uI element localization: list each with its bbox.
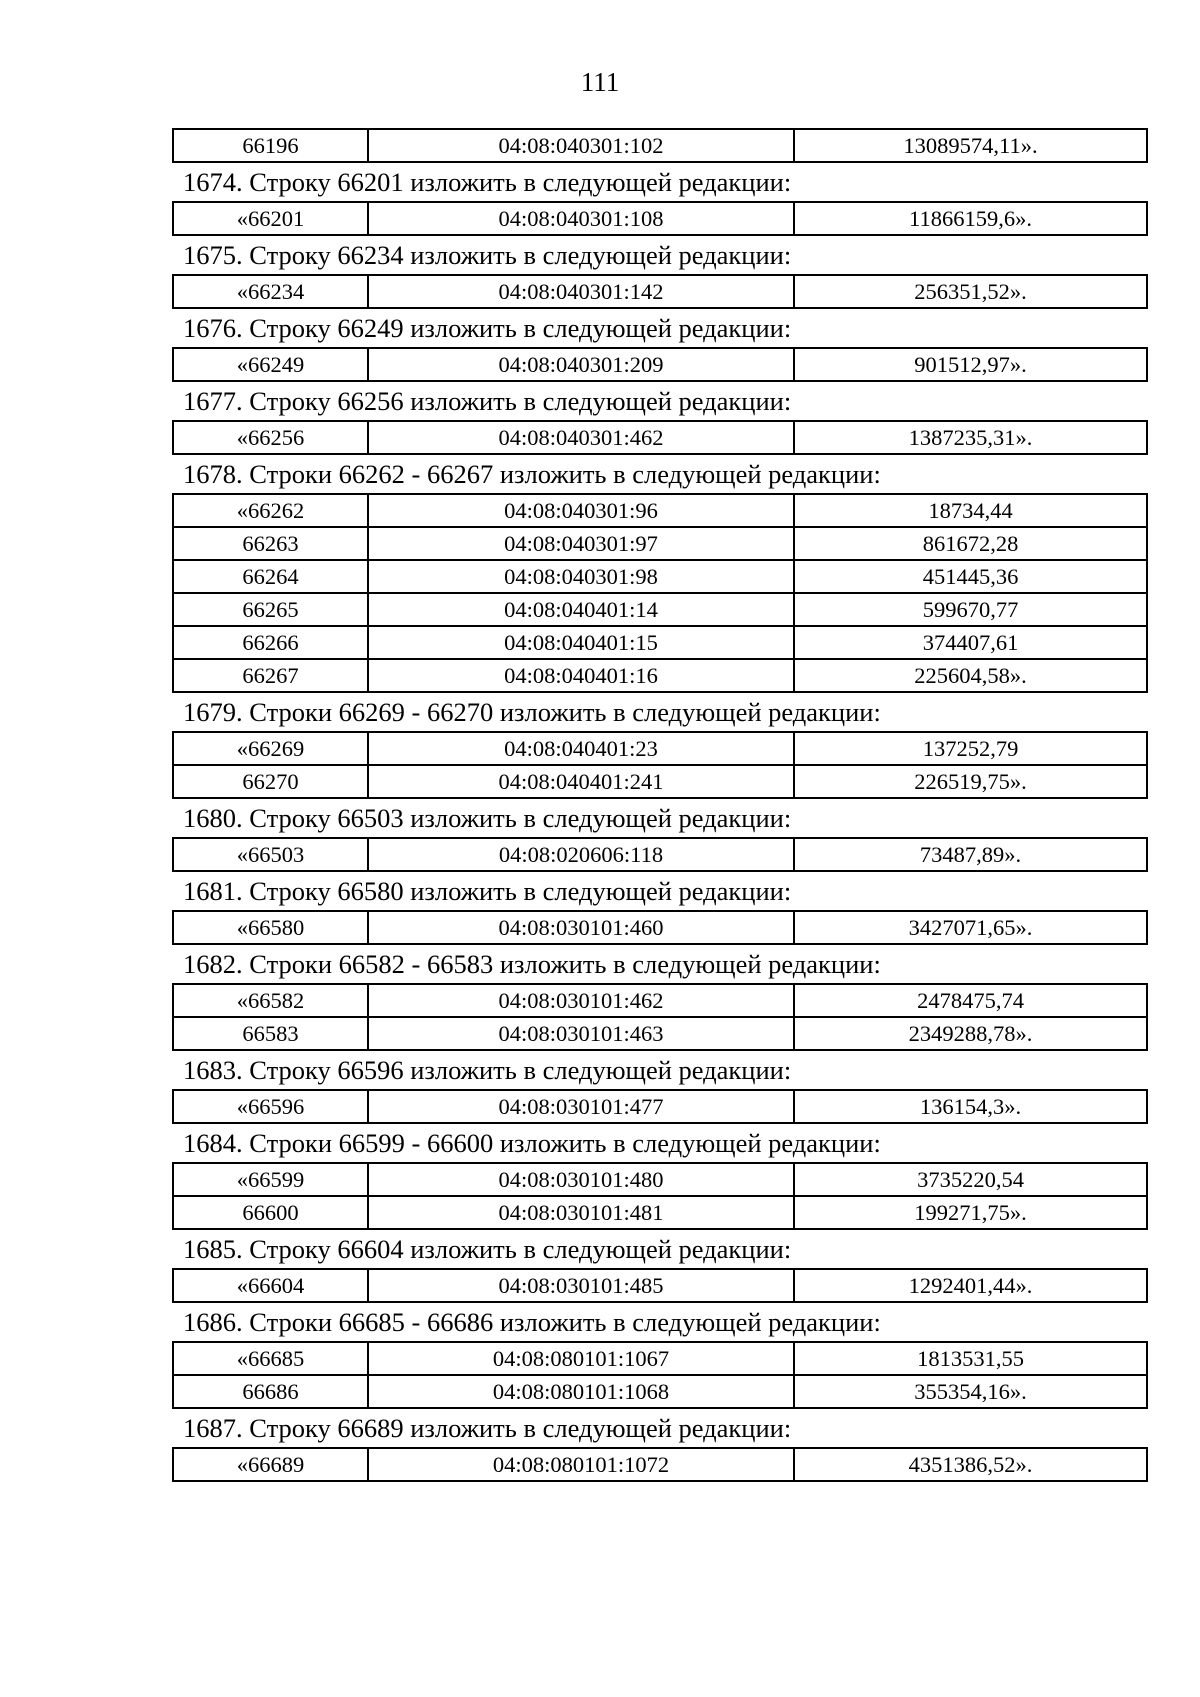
cadastral-number-cell: 04:08:080101:1067 (368, 1342, 794, 1375)
row-number-cell: 66196 (173, 129, 368, 162)
page-number: 111 (580, 67, 620, 97)
cadastral-number-cell: 04:08:040401:23 (368, 732, 794, 765)
value-cell: 3427071,65». (794, 911, 1147, 944)
row-number-cell: 66267 (173, 659, 368, 692)
cadastral-number-cell: 04:08:040401:16 (368, 659, 794, 692)
amendment-table (172, 347, 1148, 382)
amendment-table (172, 493, 1148, 693)
cadastral-number-cell: 04:08:040301:108 (368, 202, 794, 235)
table-row (173, 593, 1147, 626)
table-row (173, 1017, 1147, 1050)
cadastral-number-cell: 04:08:030101:460 (368, 911, 794, 944)
value-cell: 73487,89». (794, 838, 1147, 871)
value-cell: 1813531,55 (794, 1342, 1147, 1375)
amendment-heading: 1687. Строку 66689 изложить в следующей редакции: (183, 1413, 792, 1443)
cadastral-number-cell: 04:08:030101:477 (368, 1090, 794, 1123)
table-row (173, 494, 1147, 527)
amendment-heading: 1683. Строку 66596 изложить в следующей редакции: (183, 1055, 792, 1085)
value-cell: 3735220,54 (794, 1163, 1147, 1196)
value-cell: 13089574,11». (794, 129, 1147, 162)
value-cell: 1292401,44». (794, 1269, 1147, 1302)
value-cell: 18734,44 (794, 494, 1147, 527)
value-cell: 355354,16». (794, 1375, 1147, 1408)
cadastral-number-cell: 04:08:020606:118 (368, 838, 794, 871)
row-number-cell: 66266 (173, 626, 368, 659)
amendment-heading: 1675. Строку 66234 изложить в следующей редакции: (183, 240, 792, 270)
row-number-cell: 66583 (173, 1017, 368, 1050)
cadastral-number-cell: 04:08:080101:1068 (368, 1375, 794, 1408)
amendment-table (172, 1162, 1148, 1230)
amendment-table (172, 1268, 1148, 1303)
value-cell: 256351,52». (794, 275, 1147, 308)
amendment-section (172, 1124, 1146, 1230)
amendment-section (172, 1051, 1146, 1124)
table-row (173, 765, 1147, 798)
cadastral-number-cell: 04:08:040301:142 (368, 275, 794, 308)
row-number-cell: 66600 (173, 1196, 368, 1229)
amendment-section (172, 309, 1146, 382)
table-row (173, 1090, 1147, 1123)
value-cell: 374407,61 (794, 626, 1147, 659)
value-cell: 4351386,52». (794, 1448, 1147, 1481)
amendment-heading: 1678. Строки 66262 - 66267 изложить в следующей редакции: (183, 459, 881, 489)
cadastral-number-cell: 04:08:040401:241 (368, 765, 794, 798)
amendment-section (172, 1230, 1146, 1303)
row-number-cell: «66234 (173, 275, 368, 308)
table-row (173, 202, 1147, 235)
table-row (173, 129, 1147, 162)
cadastral-number-cell: 04:08:040301:462 (368, 421, 794, 454)
amendment-table (172, 128, 1148, 163)
table-row (173, 527, 1147, 560)
row-number-cell: 66270 (173, 765, 368, 798)
value-cell: 1387235,31». (794, 421, 1147, 454)
amendment-section (172, 799, 1146, 872)
row-number-cell: «66689 (173, 1448, 368, 1481)
cadastral-number-cell: 04:08:030101:481 (368, 1196, 794, 1229)
value-cell: 451445,36 (794, 560, 1147, 593)
value-cell: 226519,75». (794, 765, 1147, 798)
table-row (173, 1163, 1147, 1196)
amendment-table (172, 910, 1148, 945)
cadastral-number-cell: 04:08:040301:209 (368, 348, 794, 381)
table-row (173, 1269, 1147, 1302)
amendment-section (172, 163, 1146, 236)
table-row (173, 275, 1147, 308)
amendment-heading: 1684. Строки 66599 - 66600 изложить в следующей редакции: (183, 1128, 881, 1158)
row-number-cell: 66265 (173, 593, 368, 626)
value-cell: 137252,79 (794, 732, 1147, 765)
table-row (173, 984, 1147, 1017)
table-row (173, 732, 1147, 765)
value-cell: 199271,75». (794, 1196, 1147, 1229)
amendment-heading: 1674. Строку 66201 изложить в следующей редакции: (183, 167, 792, 197)
row-number-cell: «66596 (173, 1090, 368, 1123)
amendment-section (172, 382, 1146, 455)
amendment-table (172, 1447, 1148, 1482)
amendment-heading: 1677. Строку 66256 изложить в следующей редакции: (183, 386, 792, 416)
cadastral-number-cell: 04:08:040301:97 (368, 527, 794, 560)
value-cell: 901512,97». (794, 348, 1147, 381)
amendment-table (172, 983, 1148, 1051)
table-row (173, 1196, 1147, 1229)
amendment-table (172, 420, 1148, 455)
amendment-section (172, 236, 1146, 309)
amendment-heading: 1680. Строку 66503 изложить в следующей редакции: (183, 803, 792, 833)
value-cell: 136154,3». (794, 1090, 1147, 1123)
value-cell: 225604,58». (794, 659, 1147, 692)
row-number-cell: «66269 (173, 732, 368, 765)
row-number-cell: «66604 (173, 1269, 368, 1302)
table-row (173, 348, 1147, 381)
amendment-table (172, 1089, 1148, 1124)
row-number-cell: «66256 (173, 421, 368, 454)
table-row (173, 838, 1147, 871)
table-row (173, 911, 1147, 944)
amendment-table (172, 837, 1148, 872)
amendment-section (172, 128, 1146, 163)
amendment-table (172, 1341, 1148, 1409)
table-row (173, 659, 1147, 692)
amendment-heading: 1679. Строки 66269 - 66270 изложить в следующей редакции: (183, 697, 881, 727)
cadastral-number-cell: 04:08:040301:98 (368, 560, 794, 593)
amendment-table (172, 274, 1148, 309)
value-cell: 2478475,74 (794, 984, 1147, 1017)
table-row (173, 421, 1147, 454)
table-row (173, 1448, 1147, 1481)
value-cell: 599670,77 (794, 593, 1147, 626)
amendment-section (172, 693, 1146, 799)
amendment-section (172, 1303, 1146, 1409)
row-number-cell: «66262 (173, 494, 368, 527)
row-number-cell: «66599 (173, 1163, 368, 1196)
amendment-table (172, 201, 1148, 236)
row-number-cell: 66686 (173, 1375, 368, 1408)
row-number-cell: «66685 (173, 1342, 368, 1375)
row-number-cell: 66263 (173, 527, 368, 560)
cadastral-number-cell: 04:08:030101:463 (368, 1017, 794, 1050)
value-cell: 861672,28 (794, 527, 1147, 560)
row-number-cell: «66582 (173, 984, 368, 1017)
value-cell: 11866159,6». (794, 202, 1147, 235)
cadastral-number-cell: 04:08:030101:480 (368, 1163, 794, 1196)
cadastral-number-cell: 04:08:040401:15 (368, 626, 794, 659)
cadastral-number-cell: 04:08:040301:102 (368, 129, 794, 162)
row-number-cell: «66503 (173, 838, 368, 871)
cadastral-number-cell: 04:08:030101:485 (368, 1269, 794, 1302)
table-row (173, 626, 1147, 659)
row-number-cell: «66201 (173, 202, 368, 235)
cadastral-number-cell: 04:08:040301:96 (368, 494, 794, 527)
cadastral-number-cell: 04:08:040401:14 (368, 593, 794, 626)
amendment-section (172, 455, 1146, 693)
amendment-heading: 1681. Строку 66580 изложить в следующей редакции: (183, 876, 792, 906)
amendment-table (172, 731, 1148, 799)
table-row (173, 560, 1147, 593)
amendment-heading: 1685. Строку 66604 изложить в следующей редакции: (183, 1234, 792, 1264)
table-row (173, 1342, 1147, 1375)
document-body (172, 128, 1146, 1482)
cadastral-number-cell: 04:08:030101:462 (368, 984, 794, 1017)
table-row (173, 1375, 1147, 1408)
amendment-heading: 1676. Строку 66249 изложить в следующей редакции: (183, 313, 792, 343)
amendment-section (172, 1409, 1146, 1482)
value-cell: 2349288,78». (794, 1017, 1147, 1050)
amendment-heading: 1682. Строки 66582 - 66583 изложить в следующей редакции: (183, 949, 881, 979)
amendment-heading: 1686. Строки 66685 - 66686 изложить в следующей редакции: (183, 1307, 881, 1337)
row-number-cell: «66580 (173, 911, 368, 944)
row-number-cell: «66249 (173, 348, 368, 381)
amendment-section (172, 872, 1146, 945)
amendment-section (172, 945, 1146, 1051)
row-number-cell: 66264 (173, 560, 368, 593)
cadastral-number-cell: 04:08:080101:1072 (368, 1448, 794, 1481)
